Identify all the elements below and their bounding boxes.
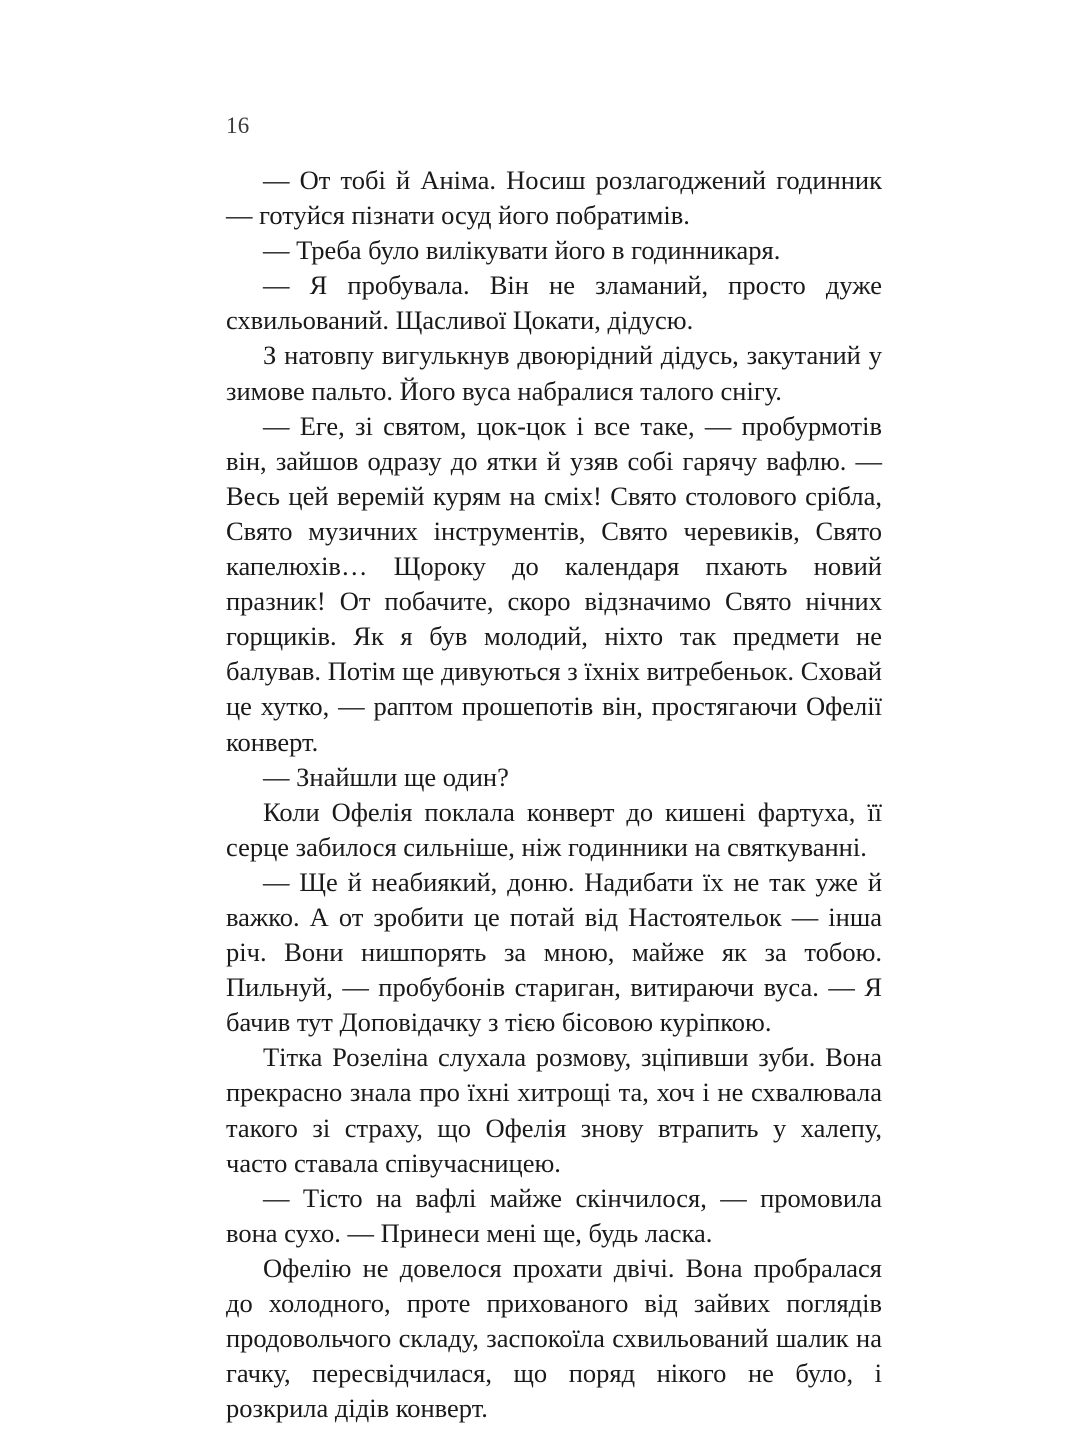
paragraph: — Я пробувала. Він не зламаний, просто дуже схвильований. Щасливої Цокати, дідусю. — [226, 270, 882, 336]
paragraph: — Треба було вилікувати його в годинникаря. — [263, 235, 781, 266]
paragraph: — Знайшли ще один? — [263, 761, 509, 792]
paragraph: — Тісто на вафлі майже скінчилося, — промовила вона сухо. — Принеси мені ще, будь ласка. — [226, 1182, 882, 1248]
paragraph: З натовпу вигулькнув двоюрідний дідусь, закутаний у зимове пальто. Його вуса набралися талого снігу. — [226, 340, 882, 406]
page-number: 16 — [226, 113, 250, 138]
paragraph: — Еге, зі святом, цок-цок і все таке, — пробурмотів він, зайшов одразу до ятки й узяв собі гарячу вафлю. — Весь цей веремій курям на сміх! Свято столового срібла, Свято музичних інструментів, Свято черевиків, Свято капелюхів… Щороку до календаря пхають новий празник! От побачите, скоро відзначимо Свято нічних горщиків. Як я був молодий, ніхто так предмети не балував. Потім ще дивуються з їхніх витребеньок. Сховай це хутко, — раптом прошепотів він, простягаючи Офелії конверт. — [226, 410, 882, 757]
body-text-column — [226, 163, 882, 1426]
paragraph: Тітка Розеліна слухала розмову, зціпивши зуби. Вона прекрасно знала про їхні хитрощі та, хоч і не схвалювала такого зі страху, що Офелія знову втрапить у халепу, часто ставала співучасницею. — [226, 1042, 882, 1178]
paragraph: Офелію не довелося прохати двічі. Вона пробралася до холодного, проте прихованого від зайвих поглядів продовольчого складу, заспокоїла схвильований шалик на гачку, пересвідчилася, що поряд нікого не було, і розкрила дідів конверт. — [226, 1252, 882, 1424]
paragraph: Коли Офелія поклала конверт до кишені фартуха, її серце забилося сильніше, ніж годинники на святкуванні. — [226, 796, 882, 862]
paragraph: — От тобі й Аніма. Носиш розлагоджений годинник — готуйся пізнати осуд його побратимів. — [226, 165, 882, 231]
paragraph: — Ще й неабиякий, доню. Надибати їх не так уже й важко. А от зробити це потай від Настоятельок — інша річ. Вони нишпорять за мною, майже як за тобою. Пильнуй, — пробубонів стариган, витираючи вуса. — Я бачив тут Доповідачку з тією бісовою куріпкою. — [226, 866, 882, 1038]
